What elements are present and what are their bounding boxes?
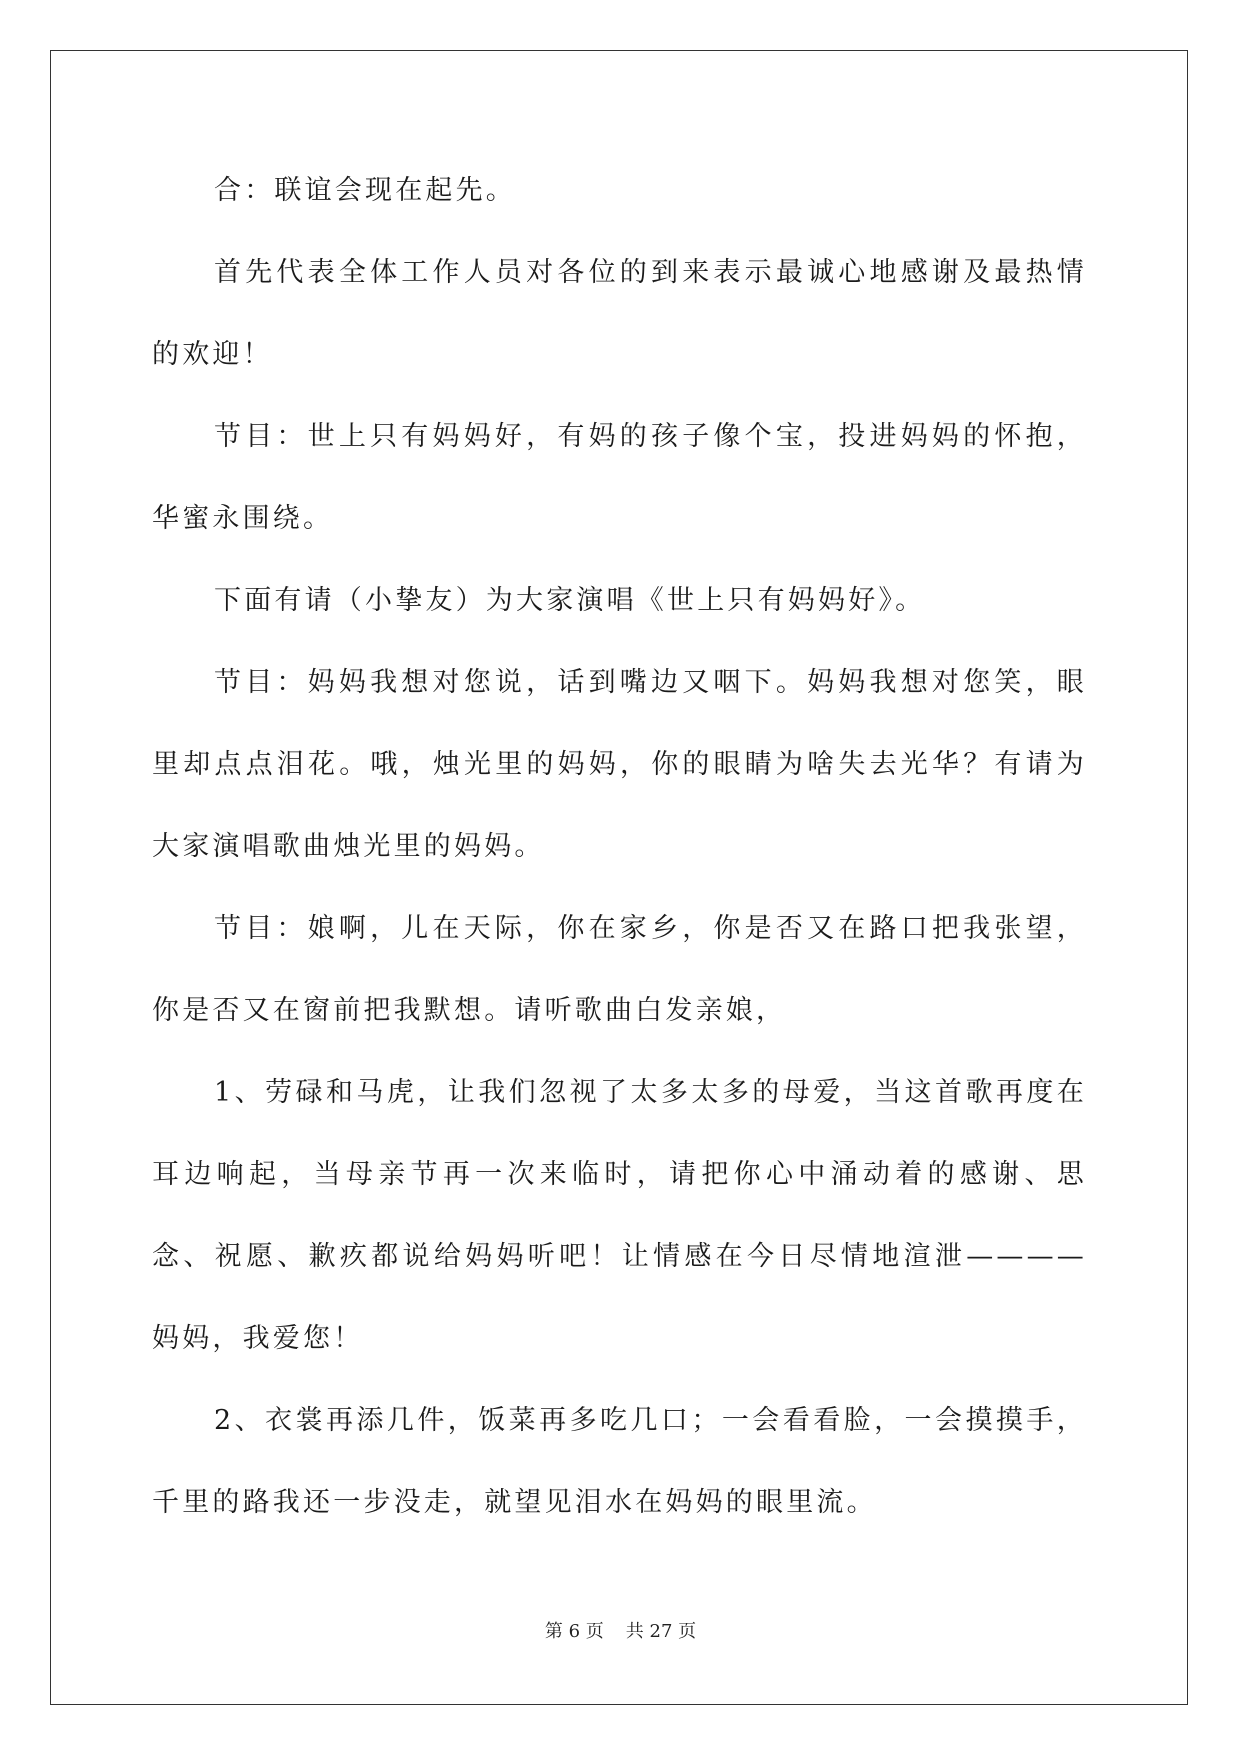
paragraph: 下面有请（小挚友）为大家演唱《世上只有妈妈好》。: [214, 585, 926, 616]
paragraph: 节目：世上只有妈妈好，有妈的孩子像个宝，投进妈妈的怀抱，华蜜永围绕。: [152, 421, 1087, 534]
paragraph: 合：联谊会现在起先。: [214, 175, 516, 206]
paragraph: 1、劳碌和马虎，让我们忽视了太多太多的母爱，当这首歌再度在耳边响起，当母亲节再一次来临时，请把你心中涌动着的感谢、思念、祝愿、歉疚都说给妈妈听吧！让情感在今日尽情地渲泄————妈妈，我爱您！: [152, 1077, 1087, 1354]
paragraph: 2、衣裳再添几件，饭菜再多吃几口；一会看看脸，一会摸摸手，千里的路我还一步没走，就望见泪水在妈妈的眼里流。: [152, 1405, 1087, 1518]
paragraph: 首先代表全体工作人员对各位的到来表示最诚心地感谢及最热情的欢迎！: [152, 257, 1087, 370]
current-page-number: 第 6 页: [544, 1621, 604, 1642]
document-body: [152, 150, 1087, 1544]
paragraph: 节目：娘啊，儿在天际，你在家乡，你是否又在路口把我张望，你是否又在窗前把我默想。请听歌曲白发亲娘，: [152, 913, 1087, 1026]
paragraph: 节目：妈妈我想对您说，话到嘴边又咽下。妈妈我想对您笑，眼里却点点泪花。哦，烛光里的妈妈，你的眼睛为啥失去光华？有请为大家演唱歌曲烛光里的妈妈。: [152, 667, 1087, 862]
page-footer: [0, 1617, 1241, 1643]
total-page-count: 共 27 页: [625, 1621, 697, 1642]
